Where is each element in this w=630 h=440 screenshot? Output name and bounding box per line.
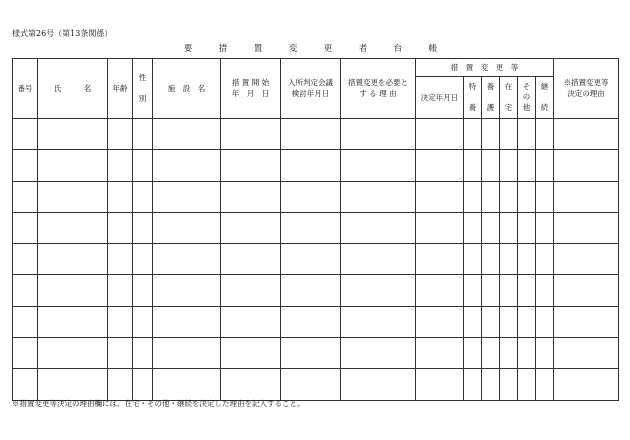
cell-keizoku[interactable] [536,244,554,275]
cell-start-date[interactable] [221,275,281,306]
cell-facility[interactable] [153,306,221,337]
form-number: 様式第26号（第13条関係） [12,29,113,38]
cell-change-reason[interactable] [341,119,416,150]
cell-sex[interactable] [133,181,153,212]
cell-decision-date[interactable] [416,306,464,337]
cell-tokuyo[interactable] [464,275,482,306]
header-number: 番号 [13,59,38,119]
cell-tokuyo[interactable] [464,338,482,369]
header-decision-reason: ※措置変更等 決定の理由 [554,59,619,119]
cell-change-reason[interactable] [341,306,416,337]
header-decision-date: 決定年月日 [416,77,464,119]
cell-number[interactable] [13,369,38,400]
cell-start-date[interactable] [221,306,281,337]
header-meeting-date: 入所判定会議 検討年月日 [281,59,341,119]
cell-tokuyo[interactable] [464,181,482,212]
cell-yogo[interactable] [482,275,500,306]
header-sonota: そ の 他 [518,77,536,119]
cell-yogo[interactable] [482,338,500,369]
cell-yogo[interactable] [482,181,500,212]
table-row [13,150,619,181]
cell-change-reason[interactable] [341,212,416,243]
cell-meeting-date[interactable] [281,244,341,275]
table-row [13,369,619,400]
cell-tokuyo[interactable] [464,119,482,150]
cell-number[interactable] [13,212,38,243]
cell-name[interactable] [38,369,108,400]
table-row [13,244,619,275]
cell-number[interactable] [13,119,38,150]
cell-meeting-date[interactable] [281,338,341,369]
cell-zaitaku[interactable] [500,306,518,337]
cell-decision-date[interactable] [416,119,464,150]
cell-yogo[interactable] [482,119,500,150]
cell-number[interactable] [13,244,38,275]
cell-start-date[interactable] [221,212,281,243]
cell-yogo[interactable] [482,306,500,337]
cell-meeting-date[interactable] [281,212,341,243]
cell-change-reason[interactable] [341,244,416,275]
table-row [13,119,619,150]
table-row [13,181,619,212]
cell-facility[interactable] [153,275,221,306]
cell-sonota[interactable] [518,244,536,275]
cell-sonota[interactable] [518,212,536,243]
cell-sonota[interactable] [518,119,536,150]
cell-keizoku[interactable] [536,306,554,337]
cell-keizoku[interactable] [536,369,554,400]
cell-facility[interactable] [153,338,221,369]
cell-meeting-date[interactable] [281,369,341,400]
cell-number[interactable] [13,306,38,337]
cell-sex[interactable] [133,275,153,306]
cell-zaitaku[interactable] [500,150,518,181]
cell-yogo[interactable] [482,369,500,400]
table-row [13,212,619,243]
cell-decision-date[interactable] [416,369,464,400]
cell-facility[interactable] [153,119,221,150]
cell-name[interactable] [38,181,108,212]
header-start-date: 措 置 開 始 年 月 日 [221,59,281,119]
header-tokuyo: 特 養 [464,77,482,119]
ledger-body [13,119,619,401]
cell-decision-reason[interactable] [554,150,619,181]
cell-sex[interactable] [133,369,153,400]
cell-sonota[interactable] [518,369,536,400]
cell-facility[interactable] [153,181,221,212]
cell-facility[interactable] [153,150,221,181]
cell-age[interactable] [108,119,133,150]
cell-sex[interactable] [133,338,153,369]
cell-change-reason[interactable] [341,150,416,181]
footnote: ※措置変更等決定の理由欄には、在宅・その他・継続を決定した理由を記入すること。 [12,399,305,408]
header-facility: 施 設 名 [153,59,221,119]
cell-keizoku[interactable] [536,119,554,150]
cell-number[interactable] [13,150,38,181]
cell-tokuyo[interactable] [464,369,482,400]
cell-change-reason[interactable] [341,275,416,306]
cell-sex[interactable] [133,119,153,150]
cell-tokuyo[interactable] [464,306,482,337]
cell-decision-reason[interactable] [554,119,619,150]
header-sex: 性 別 [133,59,153,119]
cell-keizoku[interactable] [536,212,554,243]
cell-decision-date[interactable] [416,150,464,181]
cell-age[interactable] [108,212,133,243]
cell-keizoku[interactable] [536,275,554,306]
cell-decision-reason[interactable] [554,306,619,337]
cell-name[interactable] [38,119,108,150]
cell-name[interactable] [38,150,108,181]
table-row [13,338,619,369]
header-change-reason: 措置変更を必要と す る 理 由 [341,59,416,119]
cell-start-date[interactable] [221,181,281,212]
cell-facility[interactable] [153,369,221,400]
cell-tokuyo[interactable] [464,150,482,181]
cell-tokuyo[interactable] [464,212,482,243]
cell-zaitaku[interactable] [500,244,518,275]
cell-sex[interactable] [133,306,153,337]
cell-zaitaku[interactable] [500,338,518,369]
cell-keizoku[interactable] [536,150,554,181]
cell-zaitaku[interactable] [500,181,518,212]
cell-decision-reason[interactable] [554,181,619,212]
cell-decision-date[interactable] [416,181,464,212]
cell-meeting-date[interactable] [281,306,341,337]
cell-meeting-date[interactable] [281,275,341,306]
header-zaitaku: 在 宅 [500,77,518,119]
cell-age[interactable] [108,275,133,306]
cell-age[interactable] [108,306,133,337]
cell-zaitaku[interactable] [500,369,518,400]
cell-keizoku[interactable] [536,338,554,369]
cell-number[interactable] [13,275,38,306]
cell-start-date[interactable] [221,150,281,181]
table-row [13,306,619,337]
cell-meeting-date[interactable] [281,119,341,150]
cell-decision-date[interactable] [416,212,464,243]
cell-sonota[interactable] [518,181,536,212]
cell-meeting-date[interactable] [281,150,341,181]
cell-start-date[interactable] [221,244,281,275]
cell-age[interactable] [108,244,133,275]
ledger-title: 要 措 置 変 更 者 台 帳 [183,44,447,54]
cell-sonota[interactable] [518,338,536,369]
cell-decision-reason[interactable] [554,275,619,306]
cell-age[interactable] [108,181,133,212]
header-keizoku: 継 続 [536,77,554,119]
cell-decision-date[interactable] [416,244,464,275]
header-age: 年齢 [108,59,133,119]
ledger-table [12,58,619,401]
cell-sonota[interactable] [518,275,536,306]
cell-age[interactable] [108,338,133,369]
cell-decision-date[interactable] [416,275,464,306]
cell-decision-reason[interactable] [554,369,619,400]
cell-change-reason[interactable] [341,181,416,212]
cell-decision-reason[interactable] [554,244,619,275]
table-row [13,275,619,306]
cell-yogo[interactable] [482,244,500,275]
cell-change-reason[interactable] [341,338,416,369]
header-change-group: 措 置 変 更 等 [416,59,554,77]
cell-sex[interactable] [133,212,153,243]
cell-change-reason[interactable] [341,369,416,400]
cell-age[interactable] [108,150,133,181]
cell-sonota[interactable] [518,150,536,181]
cell-decision-reason[interactable] [554,212,619,243]
cell-facility[interactable] [153,244,221,275]
cell-start-date[interactable] [221,119,281,150]
cell-name[interactable] [38,275,108,306]
header-name: 氏 名 [38,59,108,119]
cell-number[interactable] [13,181,38,212]
header-yogo: 養 護 [482,77,500,119]
cell-sex[interactable] [133,150,153,181]
cell-decision-reason[interactable] [554,338,619,369]
cell-keizoku[interactable] [536,181,554,212]
cell-zaitaku[interactable] [500,212,518,243]
cell-decision-date[interactable] [416,338,464,369]
cell-name[interactable] [38,212,108,243]
cell-start-date[interactable] [221,338,281,369]
cell-sonota[interactable] [518,306,536,337]
cell-yogo[interactable] [482,212,500,243]
cell-sex[interactable] [133,244,153,275]
cell-facility[interactable] [153,212,221,243]
cell-zaitaku[interactable] [500,275,518,306]
cell-name[interactable] [38,338,108,369]
cell-name[interactable] [38,306,108,337]
cell-yogo[interactable] [482,150,500,181]
cell-meeting-date[interactable] [281,181,341,212]
cell-number[interactable] [13,338,38,369]
cell-zaitaku[interactable] [500,119,518,150]
cell-start-date[interactable] [221,369,281,400]
cell-age[interactable] [108,369,133,400]
cell-name[interactable] [38,244,108,275]
cell-tokuyo[interactable] [464,244,482,275]
